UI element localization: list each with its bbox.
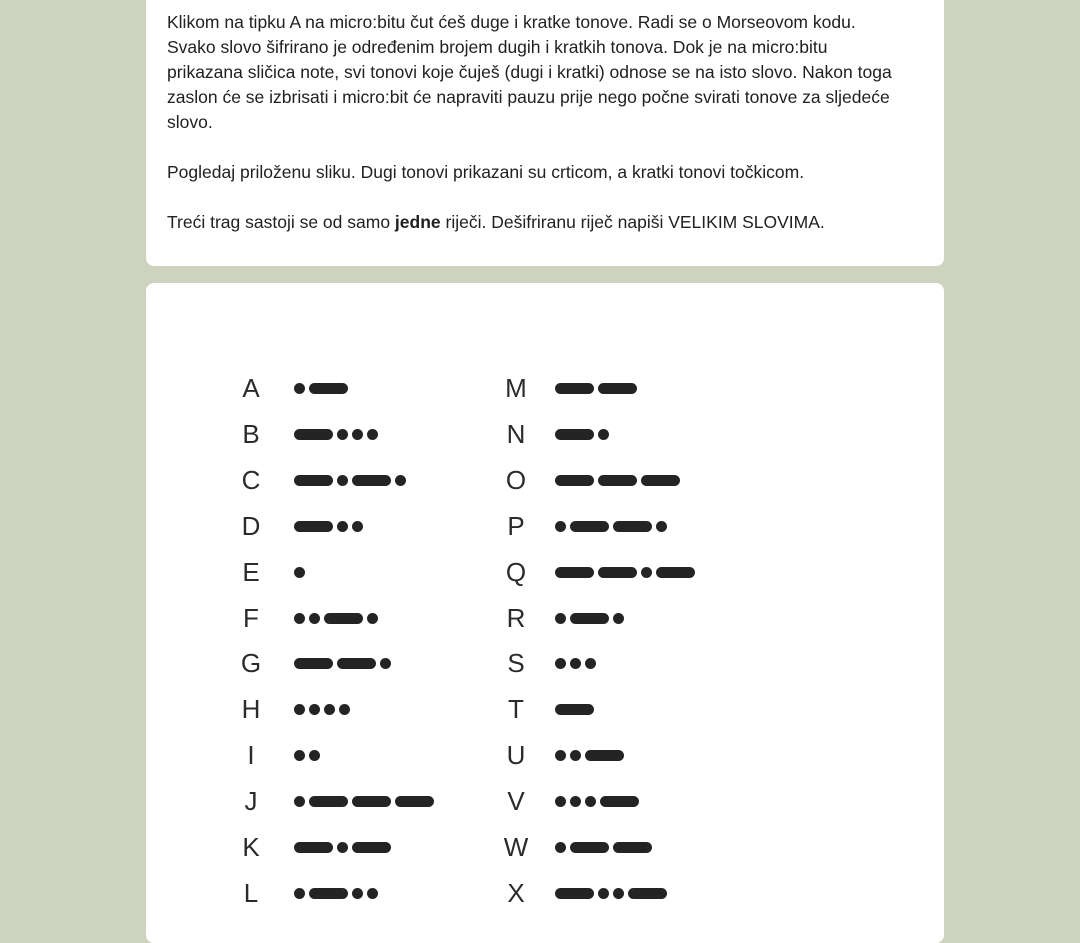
morse-code-j bbox=[294, 796, 434, 807]
morse-dash bbox=[600, 796, 639, 807]
morse-dot bbox=[395, 475, 406, 486]
morse-dot bbox=[309, 613, 320, 624]
morse-dash bbox=[555, 567, 594, 578]
morse-letter-t: T bbox=[508, 694, 524, 725]
paragraph-3-end: riječi. Dešifriranu riječ napiši VELIKIM SLOVIMA. bbox=[440, 212, 825, 232]
morse-letter-m: M bbox=[505, 373, 527, 403]
morse-code-n bbox=[555, 429, 609, 440]
morse-dot bbox=[337, 429, 348, 440]
morse-dot bbox=[380, 658, 391, 669]
morse-code-g bbox=[294, 658, 391, 669]
morse-dot bbox=[294, 750, 305, 761]
morse-letter-e: E bbox=[242, 556, 260, 587]
morse-code-u bbox=[555, 750, 624, 761]
morse-dash bbox=[352, 475, 391, 486]
morse-dot bbox=[598, 429, 609, 440]
morse-code-a bbox=[294, 383, 348, 394]
morse-dot bbox=[555, 750, 566, 761]
morse-code-i bbox=[294, 750, 320, 761]
morse-dot bbox=[294, 613, 305, 624]
morse-code-f bbox=[294, 613, 378, 624]
morse-dot bbox=[555, 521, 566, 532]
morse-dash bbox=[555, 704, 594, 715]
morse-dash bbox=[555, 888, 594, 899]
morse-dash bbox=[613, 521, 652, 532]
morse-code-h bbox=[294, 704, 350, 715]
morse-dot bbox=[352, 888, 363, 899]
morse-letter-r: R bbox=[506, 602, 526, 633]
morse-letter-a: A bbox=[242, 373, 260, 403]
morse-dash bbox=[628, 888, 667, 899]
morse-dot bbox=[613, 888, 624, 899]
morse-dot bbox=[294, 888, 305, 899]
morse-code-p bbox=[555, 521, 667, 532]
morse-dash bbox=[555, 383, 594, 394]
instructions-paragraph-3 bbox=[167, 210, 907, 235]
morse-dash bbox=[555, 429, 594, 440]
morse-dash bbox=[294, 842, 333, 853]
paragraph-3-bold: jedne bbox=[394, 212, 441, 232]
morse-dot bbox=[613, 613, 624, 624]
morse-dash bbox=[352, 842, 391, 853]
instructions-text bbox=[167, 10, 907, 235]
instructions-paragraph-1: Klikom na tipku A na micro:bitu čut ćeš duge i kratke tonove. Radi se o Morseovom kodu. Svako slovo šifrirano je određenim brojem dugih i kratkih tonova. Dok je na micro:bitu prikazana sličica note, svi tonovi koje čuješ (dugi i kratki) odnose se na isto slovo. Nakon toga zaslon će se izbrisati i micro:bit će napraviti pauzu prije nego počne svirati tonove za sljedeće slovo. bbox=[167, 12, 892, 132]
morse-code-d bbox=[294, 521, 363, 532]
morse-dash bbox=[395, 796, 434, 807]
morse-code-m bbox=[555, 383, 637, 394]
morse-dash bbox=[294, 429, 333, 440]
morse-letter-v: V bbox=[507, 786, 525, 817]
morse-dash bbox=[598, 383, 637, 394]
morse-letter-s: S bbox=[507, 648, 525, 679]
morse-dash bbox=[656, 567, 695, 578]
morse-dot bbox=[656, 521, 667, 532]
morse-dot bbox=[555, 842, 566, 853]
morse-dash bbox=[570, 613, 609, 624]
morse-dash bbox=[641, 475, 680, 486]
morse-dash bbox=[309, 796, 348, 807]
morse-code-q bbox=[555, 567, 695, 578]
morse-dot bbox=[641, 567, 652, 578]
morse-letter-i: I bbox=[247, 740, 255, 771]
morse-letter-h: H bbox=[241, 694, 261, 725]
morse-code-o bbox=[555, 475, 680, 486]
morse-dot bbox=[309, 704, 320, 715]
morse-dash bbox=[309, 888, 348, 899]
morse-code-e bbox=[294, 567, 305, 578]
morse-dot bbox=[585, 658, 596, 669]
morse-dot bbox=[555, 658, 566, 669]
morse-dash bbox=[294, 658, 333, 669]
morse-code-x bbox=[555, 888, 667, 899]
morse-code-c bbox=[294, 475, 406, 486]
instructions-paragraph-2: Pogledaj priloženu sliku. Dugi tonovi prikazani su crticom, a kratki tonovi točkicom. bbox=[167, 162, 805, 182]
morse-dot bbox=[367, 888, 378, 899]
morse-letter-n: N bbox=[506, 418, 526, 449]
morse-dash bbox=[294, 475, 333, 486]
morse-dot bbox=[294, 796, 305, 807]
morse-dash bbox=[570, 842, 609, 853]
morse-dot bbox=[570, 796, 581, 807]
morse-letter-q: Q bbox=[505, 556, 527, 587]
morse-dot bbox=[598, 888, 609, 899]
morse-dot bbox=[367, 613, 378, 624]
morse-dot bbox=[367, 429, 378, 440]
morse-letter-f: F bbox=[243, 602, 259, 633]
morse-dot bbox=[337, 842, 348, 853]
morse-dot bbox=[337, 475, 348, 486]
morse-dot bbox=[585, 796, 596, 807]
morse-letter-k: K bbox=[242, 832, 260, 862]
morse-dot bbox=[555, 796, 566, 807]
morse-dot bbox=[339, 704, 350, 715]
paragraph-3-start: Treći trag sastoji se od samo bbox=[167, 212, 395, 232]
morse-dash bbox=[598, 475, 637, 486]
morse-code-r bbox=[555, 613, 624, 624]
morse-dash bbox=[598, 567, 637, 578]
morse-letter-w: W bbox=[503, 832, 529, 862]
instructions-card bbox=[146, 0, 944, 266]
morse-code-image-card bbox=[146, 283, 944, 943]
morse-dash bbox=[613, 842, 652, 853]
morse-dash bbox=[352, 796, 391, 807]
morse-dot bbox=[555, 613, 566, 624]
morse-dot bbox=[570, 658, 581, 669]
morse-letter-p: P bbox=[507, 510, 525, 541]
morse-code-v bbox=[555, 796, 639, 807]
morse-dash bbox=[585, 750, 624, 761]
morse-dash bbox=[294, 521, 333, 532]
morse-code-w bbox=[555, 842, 652, 853]
morse-dot bbox=[352, 521, 363, 532]
morse-letter-d: D bbox=[241, 510, 261, 541]
morse-dot bbox=[570, 750, 581, 761]
morse-dash bbox=[324, 613, 363, 624]
morse-code-l bbox=[294, 888, 378, 899]
morse-code-b bbox=[294, 429, 378, 440]
morse-dot bbox=[352, 429, 363, 440]
morse-code-k bbox=[294, 842, 391, 853]
morse-dot bbox=[337, 521, 348, 532]
morse-letter-x: X bbox=[507, 877, 525, 908]
morse-letter-c: C bbox=[241, 464, 261, 495]
morse-letter-j: J bbox=[244, 786, 258, 817]
morse-letter-g: G bbox=[240, 648, 262, 679]
morse-code-s bbox=[555, 658, 596, 669]
morse-dot bbox=[294, 383, 305, 394]
morse-code-t bbox=[555, 704, 594, 715]
morse-letter-u: U bbox=[506, 740, 526, 771]
morse-dot bbox=[294, 567, 305, 578]
morse-letter-b: B bbox=[242, 418, 260, 449]
morse-dash bbox=[555, 475, 594, 486]
morse-dash bbox=[309, 383, 348, 394]
morse-letter-o: O bbox=[505, 464, 527, 495]
morse-dot bbox=[294, 704, 305, 715]
morse-dot bbox=[309, 750, 320, 761]
morse-dash bbox=[337, 658, 376, 669]
morse-dot bbox=[324, 704, 335, 715]
morse-dash bbox=[570, 521, 609, 532]
morse-letter-l: L bbox=[243, 877, 259, 908]
